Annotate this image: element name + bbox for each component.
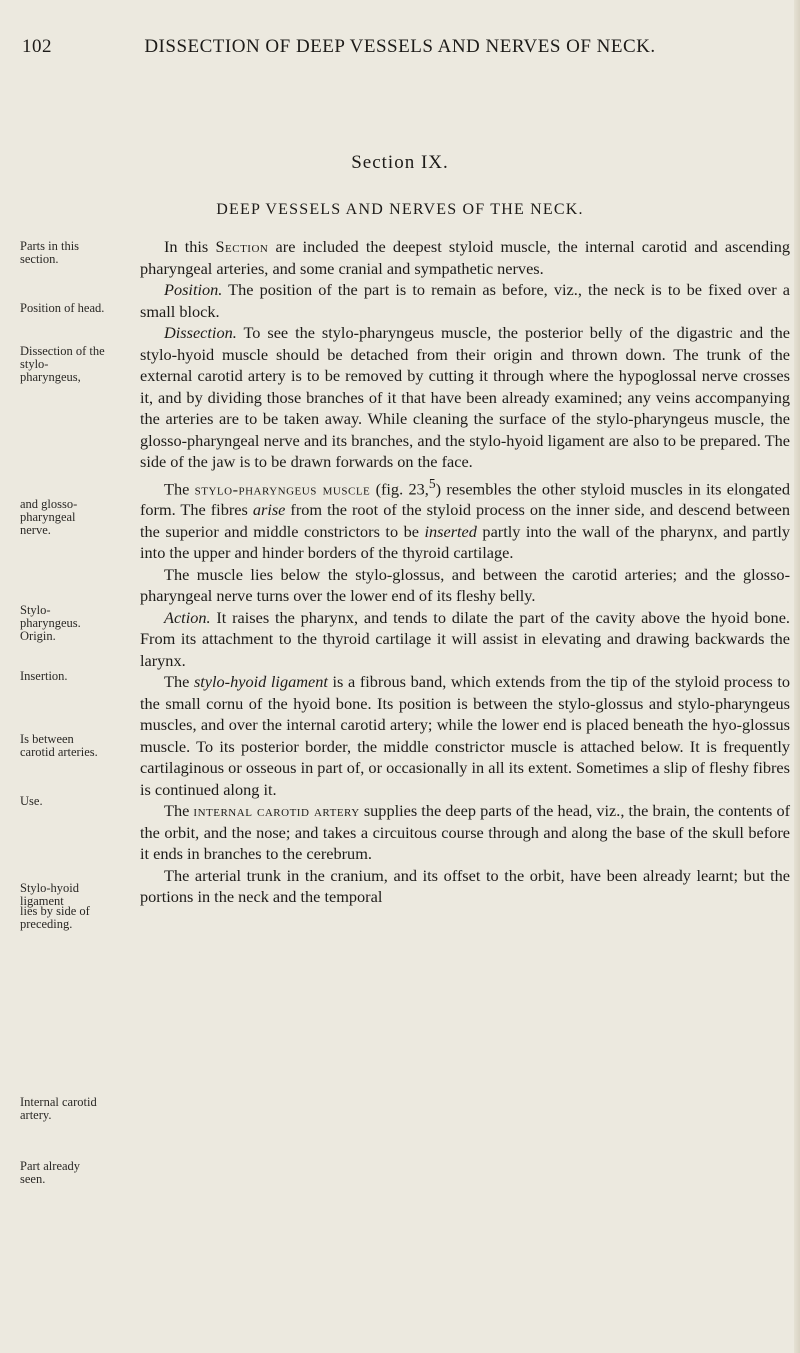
margin-note-dissection: Dissection of the stylo-pharyngeus, bbox=[20, 344, 105, 384]
paragraph-stylo-pharyngeus: The stylo-pharyngeus muscle (fig. 23,$^5$) resembles the other styloid muscles in its elongated form. The fibres arise from the root of the styloid process on the inner side, and descend between the superior and middle constrictors to be inserted partly into the wall of the pharynx, and partly into the upper and hinder borders of the thyroid cartilage. bbox=[140, 475, 791, 563]
margin-note-use: Use. bbox=[20, 794, 43, 808]
paragraph-dissection: Dissection. To see the stylo-pharyngeus muscle, the posterior belly of the digastric and the stylo-hyoid muscle should be detached from their origin and thrown down. The trunk of the external carotid artery is to be removed by cutting it through where the hypoglossal nerve crosses it, and by dividing those branches of it that have been already examined; any veins accompanying the arteries are to be taken away. While cleaning the surface of the stylo-pharyngeus muscle, the glosso-pharyngeal nerve and its branches, and the stylo-hyoid ligament are also to be prepared. The side of the jaw is to be drawn forwards on the face. bbox=[140, 323, 790, 471]
margin-note-between-carotids: Is between carotid arteries. bbox=[20, 732, 98, 759]
paragraph-relations: The muscle lies below the stylo-glossus, and between the carotid arteries; and the glosso-pharyngeal nerve turns over the lower end of its fleshy belly. bbox=[140, 564, 790, 606]
margin-note-part-already-seen: Part already seen. bbox=[20, 1159, 81, 1186]
body-text bbox=[140, 236, 790, 908]
margin-note-internal-carotid: Internal carotid artery. bbox=[20, 1095, 97, 1122]
page-number: 102 bbox=[22, 36, 52, 57]
running-header bbox=[22, 36, 778, 64]
margin-note-stylo-hyoid-ligament: Stylo-hyoid ligament bbox=[20, 881, 80, 908]
paragraph-part-seen: The arterial trunk in the cranium, and its offset to the orbit, have been already learnt; but the portions in the neck and the temporal bbox=[140, 865, 790, 907]
paragraph-action: Action. It raises the pharynx, and tends to dilate the part of the cavity above the hyoid bone. From its attachment to the thyroid cartilage it will assist in elevating and drawing backwards the larynx. bbox=[140, 607, 790, 670]
section-title: Section IX. bbox=[351, 152, 449, 173]
margin-note-insertion: Insertion. bbox=[20, 669, 68, 683]
margin-note-glosso-pharyngeal: and glosso-pharyngeal nerve. bbox=[20, 497, 78, 537]
figure-reference: 5 bbox=[428, 475, 436, 491]
margin-note-position: Position of head. bbox=[20, 301, 105, 315]
paragraph-stylo-hyoid-ligament: The stylo-hyoid ligament is a fibrous band, which extends from the tip of the styloid process to the small cornu of the hyoid bone. Its position is between the stylo-glossus and stylo-pharyngeus muscles, and over the internal carotid artery; while the lower end is placed beneath the hyo-glossus muscle. To its posterior border, the middle constrictor muscle is attached below. It is frequently cartilaginous or osseous in part of, or occasionally in all its extent. Sometimes a slip of fleshy fibres is continued along it. bbox=[140, 672, 791, 799]
margin-note-lies-by-side: lies by side of preceding. bbox=[20, 904, 90, 931]
page-edge-shadow bbox=[794, 0, 800, 1353]
paragraph-internal-carotid: The internal carotid artery supplies the deep parts of the head, viz., the brain, the contents of the orbit, and the nose; and takes a circuitous course through and along the base of the skull before it ends in branches to the cerebrum. bbox=[140, 801, 791, 864]
chapter-title: DEEP VESSELS AND NERVES OF THE NECK. bbox=[216, 201, 584, 218]
margin-note-parts: Parts in this section. bbox=[20, 239, 80, 266]
paragraph-parts: In this Section are included the deepest styloid muscle, the internal carotid and ascending pharyngeal arteries, and some cranial and sympathetic nerves. bbox=[140, 237, 790, 278]
running-title: DISSECTION OF DEEP VESSELS AND NERVES OF NECK. bbox=[144, 36, 656, 57]
margin-note-stylo-pharyngeus-origin: Stylo-pharyngeus. Origin. bbox=[20, 603, 81, 643]
paragraph-position: Position. The position of the part is to remain as before, viz., the neck is to be fixed over a small block. bbox=[140, 280, 790, 321]
